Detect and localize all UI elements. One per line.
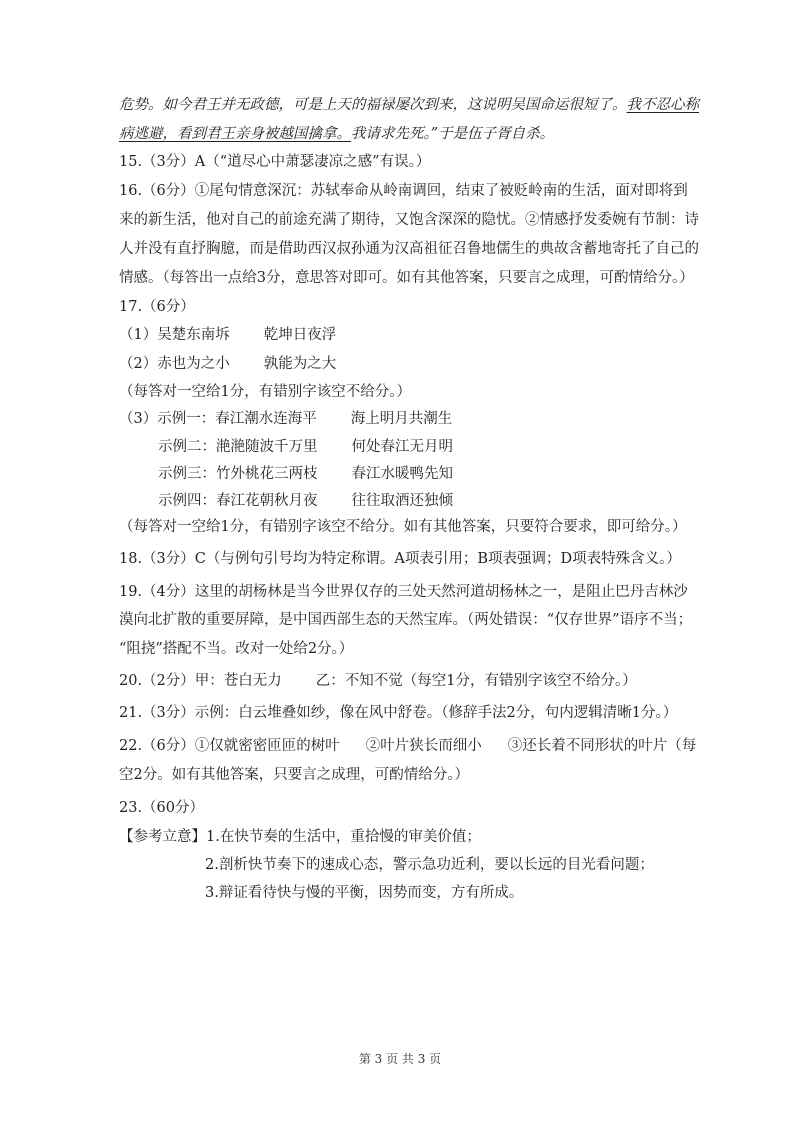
page-number: 第 3 页 共 3 页 [358, 1052, 442, 1066]
answer-17-1 [119, 325, 336, 345]
reference-idea-1: 【参考立意】1.在快节奏的生活中，重拾慢的审美价值； [119, 829, 481, 845]
answer-16-line-2: 来的新生活，他对自己的前途充满了期待，又饱含深深的隐忧。②情感抒发委婉有节制：诗 [119, 212, 699, 228]
answer-17-2 [119, 354, 336, 374]
answer-22-b: ②叶片狭长而细小 [365, 738, 482, 754]
verse-a: 示例二：滟滟随波千万里 [158, 439, 318, 455]
verse-a: 示例三：竹外桃花三两枝 [158, 466, 318, 482]
answer-22-c: ③还长着不同形状的叶片（每 [507, 738, 697, 754]
answer-15: 15.（3分）A（“道尽心中萧瑟凄凉之感”有误。） [119, 154, 431, 170]
answer-16-line-4: 情感。（每答出一点给3分，意思答对即可。如有其他答案，只要言之成理，可酌情给分。） [119, 270, 694, 286]
verse-b: 海上明月共潮生 [350, 411, 453, 427]
answer-20-a: 20.（2分）甲：苍白无力 [119, 673, 282, 689]
reference-idea-3: 3.辩证看待快与慢的平衡，因势而变，方有所成。 [205, 885, 524, 901]
verse-a: （3）示例一：春江潮水连海平 [119, 411, 317, 427]
answer-20-b: 乙：不知不觉（每空1分，有错别字该空不给分。） [315, 673, 637, 689]
answer-17-note-2: （每答对一空给1分，有错别字该空不给分。如有其他答案，只要符合要求，即可给分。） [119, 519, 687, 535]
verse-a: （2）赤也为之小 [119, 356, 230, 372]
answer-17-note-1: （每答对一空给1分，有错别字该空不给分。） [119, 384, 411, 400]
verse-b: 孰能为之大 [263, 356, 337, 372]
translation-line-2 [119, 124, 554, 144]
verse-b: 何处春江无月明 [351, 439, 453, 455]
answer-17-3-example-1 [119, 409, 452, 429]
answer-17-3-example-4 [158, 491, 453, 511]
answer-17-3-example-2 [158, 437, 453, 457]
text-span: 危势。如今君王并无政德，可是上天的福禄屡次到来，这说明吴国命运很短了。 [119, 97, 627, 113]
answer-17-header: 17.（6分） [119, 299, 195, 315]
translation-line-1 [119, 95, 699, 115]
verse-a: （1）吴楚东南坼 [119, 327, 230, 343]
text-span: 我请求先死。”于是伍子胥自杀。 [351, 126, 555, 142]
underlined-text: 我不忍心称 [626, 97, 699, 113]
answer-18: 18.（3分）C（与例句引号均为特定称谓。A项表引用；B项表强调；D项表特殊含义。） [119, 551, 681, 567]
answer-16-line-1: 16.（6分）①尾句情意深沉：苏轼奉命从岭南调回，结束了被贬岭南的生活，面对即将到 [119, 183, 688, 199]
verse-b: 春江水暖鸭先知 [351, 466, 453, 482]
answer-19-line-3: “阻挠”搭配不当。改对一处给2分。） [119, 641, 354, 657]
answer-22-line-1 [119, 736, 696, 756]
answer-19-line-2: 漠向北扩散的重要屏障，是中国西部生态的天然宝库。（两处错误：“仅存世界”语序不当； [119, 612, 693, 628]
answer-21: 21.（3分）示例：白云堆叠如纱，像在风中舒卷。（修辞手法2分，句内逻辑清晰1分。） [119, 705, 678, 721]
verse-b: 乾坤日夜浮 [263, 327, 337, 343]
answer-22-line-2: 空2分。如有其他答案，只要言之成理，可酌情给分。） [119, 767, 469, 783]
underlined-text: 病逃避，看到君王亲身被越国擒拿。 [119, 126, 351, 142]
verse-a: 示例四：春江花朝秋月夜 [158, 493, 318, 509]
answer-22-a: 22.（6分）①仅就密密匝匝的树叶 [119, 738, 340, 754]
answer-23: 23.（60分） [119, 800, 205, 816]
verse-b: 往往取酒还独倾 [351, 493, 453, 509]
answer-16-line-3: 人并没有直抒胸臆，而是借助西汉叔孙通为汉高祖征召鲁地儒生的典故含蓄地寄托了自己的 [119, 241, 699, 257]
answer-17-3-example-3 [158, 464, 453, 484]
reference-idea-2: 2.剖析快节奏下的速成心态，警示急功近利，要以长远的目光看问题； [205, 857, 654, 873]
answer-20 [119, 671, 637, 691]
answer-19-line-1: 19.（4分）这里的胡杨林是当今世界仅存的三处天然河道胡杨林之一，是阻止巴丹吉林沙 [119, 584, 688, 600]
